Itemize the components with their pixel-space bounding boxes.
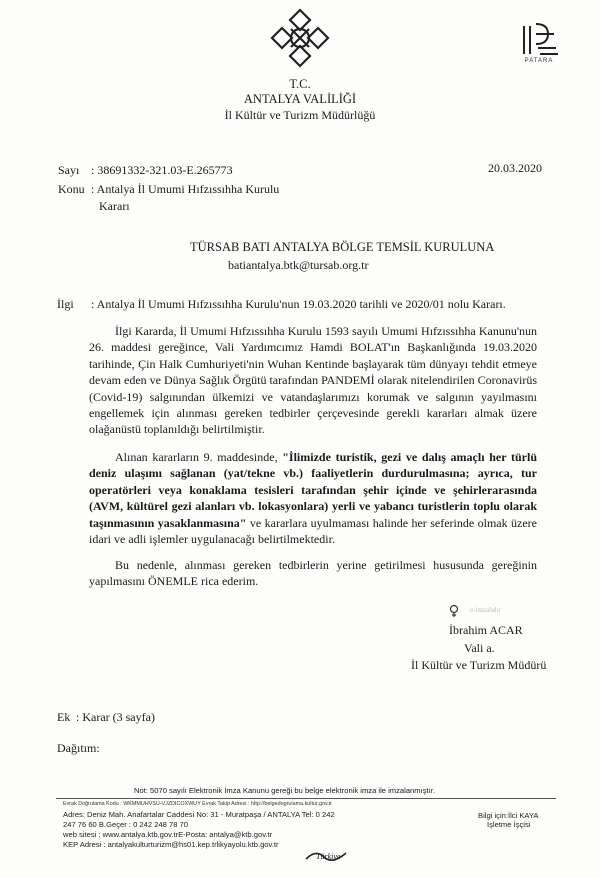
body-paragraph-2-rest: ve kararlara uyulmaması halinde her seferinde olmak üzere idari ve adli işlemler uygulanacağı belirtilmektedir. xyxy=(89,515,537,547)
recipient-name: TÜRSAB BATI ANTALYA BÖLGE TEMSİL KURULUNA xyxy=(190,240,495,254)
footer-verify-line: Evrak Doğrulama Kodu : WKMMUHVSU-VJZDICOXWUY Evrak Takip Adresi : http://belgedogrulama.kultur.gov.tr xyxy=(63,801,333,807)
footer-note: Not: 5070 sayılı Elektronik İmza Kanunu gereği bu belge elektronik imza ile imzalanmıştır. xyxy=(134,786,435,795)
footer-kep: KEP Adresi : antalyakulturturizm@hs01.kep.trlikyayolu.ktb.gov.tr xyxy=(63,840,279,849)
header-tc: T.C. xyxy=(289,77,311,91)
turkiye-logo-text: Türkiye xyxy=(316,852,341,861)
ek-label: Ek xyxy=(57,710,71,724)
signatory-title-2: İl Kültür ve Turizm Müdürü xyxy=(411,658,547,672)
footer-web: web sitesi : www.antalya.ktb.gov.trE-Posta: antalya@ktb.gov.tr xyxy=(63,830,273,839)
konu-value: : Antalya İl Umumi Hıfzıssıhha Kurulu xyxy=(91,182,280,196)
dagitim-label: Dağıtım: xyxy=(57,741,100,755)
konu-value-line-2: Kararı xyxy=(99,199,130,213)
body-paragraph-2-bold: "İlimizde turistik, gezi ve dalış amaçlı her türlü deniz ulaşımı sağlanan (yat/tekne vb.) faaliyetlerin durdurulmasına; ayrıca, tur operatörleri veya konaklama tesisleri tarafından şehir içinde ve şehirlerarasında (AVM, kültürel gezi alanları vb. lokasyonlara) yerli ve yabancı turistlerin toplu olarak taşınmasının yasaklanmasına" xyxy=(89,450,537,530)
sayi-value: : 38691332-321.03-E.265773 xyxy=(91,163,233,177)
footer-phone: 247 76 60 B.Geçer : 0 242 248 78 70 xyxy=(63,820,188,829)
body-paragraph-3-text: Bu nedenle, alınması gereken tedbirlerin yerine getirilmesi hususunda gereğinin yapılmasını ÖNEMLE rica ederim. xyxy=(89,558,537,589)
body-paragraph-1 xyxy=(89,323,537,438)
e-signature-icon xyxy=(448,604,468,618)
signatory-title-1: Vali a. xyxy=(464,641,495,655)
body-paragraph-2-intro: Alınan kararların 9. maddesinde, xyxy=(115,450,283,464)
header-governorship: ANTALYA VALİLİĞİ xyxy=(243,92,357,106)
e-signature-stamp: e-imzalıdır xyxy=(470,606,501,614)
signatory-name: İbrahim ACAR xyxy=(449,623,523,637)
footer-info-name: Bilgi için:İlci KAYA xyxy=(478,811,539,820)
patara-logo-text: PATARA xyxy=(524,58,554,64)
footer-info-title: İşletme İşçisi xyxy=(487,820,531,829)
footer-divider xyxy=(56,798,556,799)
header-directorate: İl Kültür ve Turizm Müdürlüğü xyxy=(224,108,376,122)
body-paragraph-3 xyxy=(89,557,537,590)
sayi-label: Sayı xyxy=(58,163,80,177)
ilgi-label: İlgi xyxy=(57,297,74,311)
recipient-email: batiantalya.btk@tursab.org.tr xyxy=(228,258,369,272)
ministry-emblem-icon xyxy=(268,6,332,70)
ilgi-value: : Antalya İl Umumi Hıfzıssıhha Kurulu'nun 19.03.2020 tarihli ve 2020/01 nolu Kararı. xyxy=(91,297,506,311)
footer-address: Adres: Deniz Mah. Anafartalar Caddesi No: 31 - Muratpaşa / ANTALYA Tel: 0 242 xyxy=(63,810,335,819)
document-date: 20.03.2020 xyxy=(488,161,542,175)
ek-value: : Karar (3 sayfa) xyxy=(76,710,155,724)
body-paragraph-1-text: İlgi Kararda, İl Umumi Hıfzıssıhha Kurulu 1593 sayılı Umumi Hıfzıssıhha Kanunu'nun 26. maddesi gereğince, Vali Yardımcımız Hamdi BOLAT'ın Başkanlığında 19.03.2020 tarihinde, Çin Halk Cumhuriyeti'nin Wuhan Kentinde başlayarak tüm dünyayı tehdit etmeye devam eden ve Dünya Sağlık Örgütü tarafından PANDEMİ olarak nitelendirilen Coronavirüs (Covid-19) salgınından ülkemizi ve vatandaşlarımızı korumak ve salgının yayılmasını engellemek için alınması gereken tedbirler çerçevesinde gerekli kararları almak üzere olağanüstü toplanıldığı belirtilmiştir. xyxy=(89,324,537,437)
konu-label: Konu xyxy=(58,182,85,196)
body-paragraph-2 xyxy=(89,449,537,547)
